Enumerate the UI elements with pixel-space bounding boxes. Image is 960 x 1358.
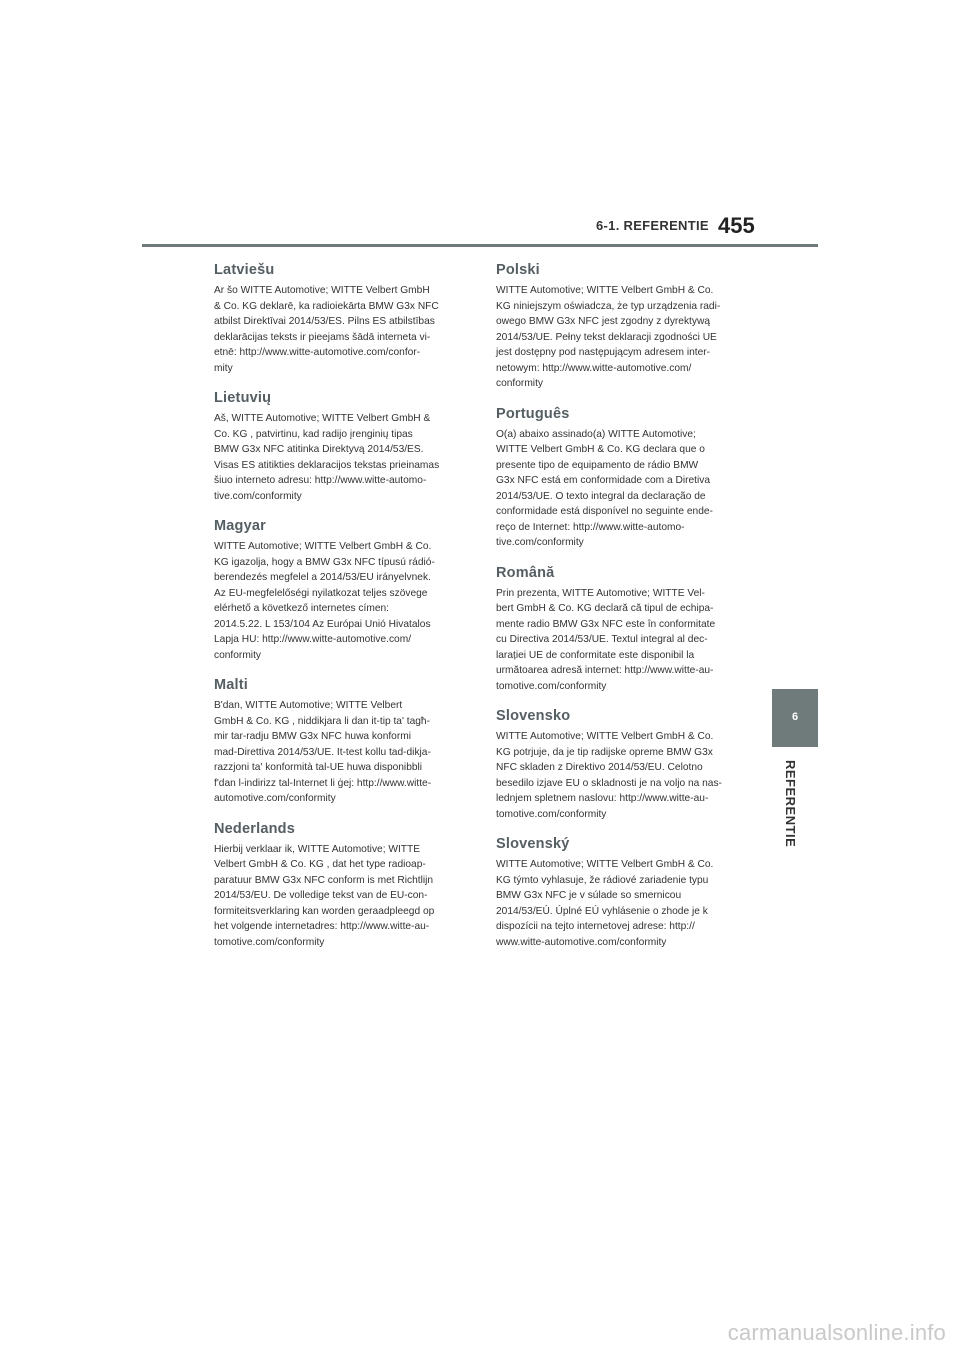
body-line: larației UE de conformitate este disponibil la — [496, 649, 695, 661]
language-section — [496, 565, 748, 695]
body-line: Az EU-megfelelőségi nyilatkozat teljes szövege — [214, 587, 428, 599]
body-line: NFC skladen z Direktivo 2014/53/EU. Celotno — [496, 762, 703, 773]
watermark-text: carmanualsonline.info — [727, 1320, 946, 1345]
body-line: Ar šo WITTE Automotive; WITTE Velbert GmbH — [214, 285, 430, 296]
body-line: 2014/53/EU. De volledige tekst van de EU-con- — [214, 890, 428, 901]
section-heading: Lietuvių — [214, 390, 272, 406]
body-line: 2014/53/EÚ. Úplné EÚ vyhlásenie o zhode je k — [496, 905, 708, 917]
body-line: tive.com/conformity — [496, 537, 584, 548]
body-line: netowym: http://www.witte-automotive.com/ — [496, 362, 692, 374]
body-line: etnē: http://www.witte-automotive.com/confor- — [214, 347, 421, 358]
section-body — [496, 283, 748, 392]
body-line: tomotive.com/conformity — [496, 808, 607, 820]
language-section — [496, 836, 748, 950]
body-line: mity — [214, 362, 233, 374]
section-heading: Polski — [496, 262, 540, 278]
body-line: mad-Direttiva 2014/53/UE. It-test kollu tad-dikja- — [214, 746, 431, 758]
section-body — [214, 411, 466, 504]
body-line: următoarea adresă internet: http://www.witte-au- — [496, 665, 714, 676]
section-heading: Malti — [214, 677, 249, 693]
body-line: WITTE Automotive; WITTE Velbert GmbH & Co. — [214, 541, 432, 552]
language-section — [214, 390, 466, 504]
body-line: cu Directiva 2014/53/UE. Textul integral al dec- — [496, 634, 708, 645]
section-body — [496, 857, 748, 950]
body-line: www.witte-automotive.com/conformity — [496, 936, 667, 948]
body-line: KG niniejszym oświadcza, że typ urządzenia radi- — [496, 300, 721, 312]
body-line: elérhető a következő internetes címen: — [214, 603, 389, 614]
section-body — [496, 586, 748, 695]
chapter-tab[interactable] — [772, 689, 818, 747]
section-body — [214, 842, 466, 951]
body-line: dispozícii na tejto internetovej adrese: http:// — [496, 921, 695, 932]
body-line: conformity — [496, 378, 543, 389]
body-line: lednjem spletnem naslovu: http://www.witte-au- — [496, 793, 709, 804]
language-section — [496, 406, 748, 551]
section-body — [214, 698, 466, 807]
body-line: f'dan l-indirizz tal-Internet li ġej: http://www.witte- — [214, 777, 432, 789]
body-line: 2014.5.22. L 153/104 Az Európai Unió Hivatalos — [214, 618, 431, 630]
body-line: 2014/53/UE. Pełny tekst deklaracji zgodności UE — [496, 331, 717, 343]
body-line: WITTE Velbert GmbH & Co. KG declara que o — [496, 444, 705, 455]
body-line: Visas ES atitikties deklaracijos tekstas prieinamas — [214, 459, 440, 471]
right-column — [496, 262, 748, 964]
body-line: conformidade está disponível no seguinte ende- — [496, 506, 713, 517]
page-number: 455 — [718, 213, 755, 238]
body-line: O(a) abaixo assinado(a) WITTE Automotive; — [496, 428, 696, 440]
body-line: WITTE Automotive; WITTE Velbert GmbH & Co. — [496, 285, 714, 296]
body-line: mente radio BMW G3x NFC este în conformitate — [496, 618, 716, 630]
body-line: WITTE Automotive; WITTE Velbert GmbH & Co. — [496, 731, 714, 742]
section-body — [496, 427, 748, 551]
language-section — [214, 677, 466, 807]
section-heading: Română — [496, 564, 555, 581]
section-heading: Magyar — [214, 518, 266, 534]
body-line: Lapja HU: http://www.witte-automotive.com/ — [214, 634, 412, 645]
body-line: Velbert GmbH & Co. KG , dat het type radioap- — [214, 859, 426, 870]
header-rule — [142, 244, 818, 247]
section-body — [214, 539, 466, 663]
language-section — [496, 262, 748, 392]
body-line: paratuur BMW G3x NFC conform is met Richtlijn — [214, 874, 434, 886]
body-line: automotive.com/conformity — [214, 793, 336, 804]
body-line: atbilst Direktīvai 2014/53/ES. Pilns ES atbilstības — [214, 316, 435, 327]
body-line: reço de Internet: http://www.witte-automo- — [496, 521, 685, 533]
body-line: het volgende internetadres: http://www.witte-au- — [214, 921, 430, 932]
body-line: conformity — [214, 649, 261, 661]
body-line: tomotive.com/conformity — [214, 936, 325, 948]
body-line: deklarācijas teksts ir pieejams šādā interneta vi- — [214, 331, 431, 343]
body-line: & Co. KG deklarē, ka radioiekārta BMW G3x NFC — [214, 300, 439, 312]
body-line: berendezés megfelel a 2014/53/EU irányelvnek. — [214, 572, 431, 583]
body-line: BMW G3x NFC je v súlade so smernicou — [496, 890, 682, 901]
language-section — [496, 708, 748, 822]
body-line: owego BMW G3x NFC jest zgodny z dyrektywą — [496, 316, 711, 327]
section-heading: Latviešu — [214, 262, 275, 278]
language-section — [214, 821, 466, 951]
body-line: tive.com/conformity — [214, 490, 302, 502]
body-line: bert GmbH & Co. KG declară că tipul de echipa- — [496, 603, 714, 614]
body-line: G3x NFC está em conformidade com a Diretiva — [496, 475, 711, 486]
section-body — [496, 729, 748, 822]
body-line: razzjoni ta' konformità tal-UE huwa disponibbli — [214, 762, 423, 773]
section-heading: Slovenský — [496, 836, 570, 852]
chapter-number: 6 — [791, 711, 799, 723]
body-line: 2014/53/UE. O texto integral da declaração de — [496, 490, 706, 502]
body-line: tomotive.com/conformity — [496, 680, 607, 692]
body-line: BMW G3x NFC atitinka Direktyvą 2014/53/ES. — [214, 444, 424, 455]
section-body — [214, 283, 466, 376]
left-column — [214, 262, 466, 964]
body-line: mir tar-radju BMW G3x NFC huwa konformi — [214, 731, 411, 742]
language-section — [214, 518, 466, 663]
body-line: GmbH & Co. KG , niddikjara li dan it-tip ta' tagħ- — [214, 715, 430, 727]
body-line: Co. KG , patvirtinu, kad radijo įrenginių tipas — [214, 428, 413, 440]
body-line: Aš, WITTE Automotive; WITTE Velbert GmbH & — [214, 413, 431, 424]
body-line: KG týmto vyhlasuje, že rádiové zariadenie typu — [496, 874, 709, 886]
body-line: Hierbij verklaar ik, WITTE Automotive; WITTE — [214, 843, 421, 855]
body-line: KG potrjuje, da je tip radijske opreme BMW G3x — [496, 746, 713, 758]
body-line: besedilo izjave EU o skladnosti je na voljo na nas- — [496, 777, 722, 789]
body-line: presente tipo de equipamento de rádio BMW — [496, 459, 699, 471]
body-line: WITTE Automotive; WITTE Velbert GmbH & Co. — [496, 859, 714, 870]
section-heading: Português — [496, 405, 570, 422]
body-line: Prin prezenta, WITTE Automotive; WITTE Vel- — [496, 587, 705, 599]
running-header-section: 6-1. REFERENTIE — [596, 218, 709, 233]
body-line: KG igazolja, hogy a BMW G3x NFC típusú rádió- — [214, 556, 435, 568]
body-line: formiteitsverklaring kan worden geraadpleegd op — [214, 905, 435, 917]
body-line: šiuo interneto adresu: http://www.witte-automo- — [214, 475, 427, 486]
body-line: B'dan, WITTE Automotive; WITTE Velbert — [214, 700, 403, 711]
chapter-label: REFERENTIE — [783, 760, 798, 848]
language-section — [214, 262, 466, 376]
section-heading: Slovensko — [496, 708, 571, 724]
body-line: jest dostępny pod następującym adresem inter- — [496, 347, 711, 358]
section-heading: Nederlands — [214, 820, 295, 837]
